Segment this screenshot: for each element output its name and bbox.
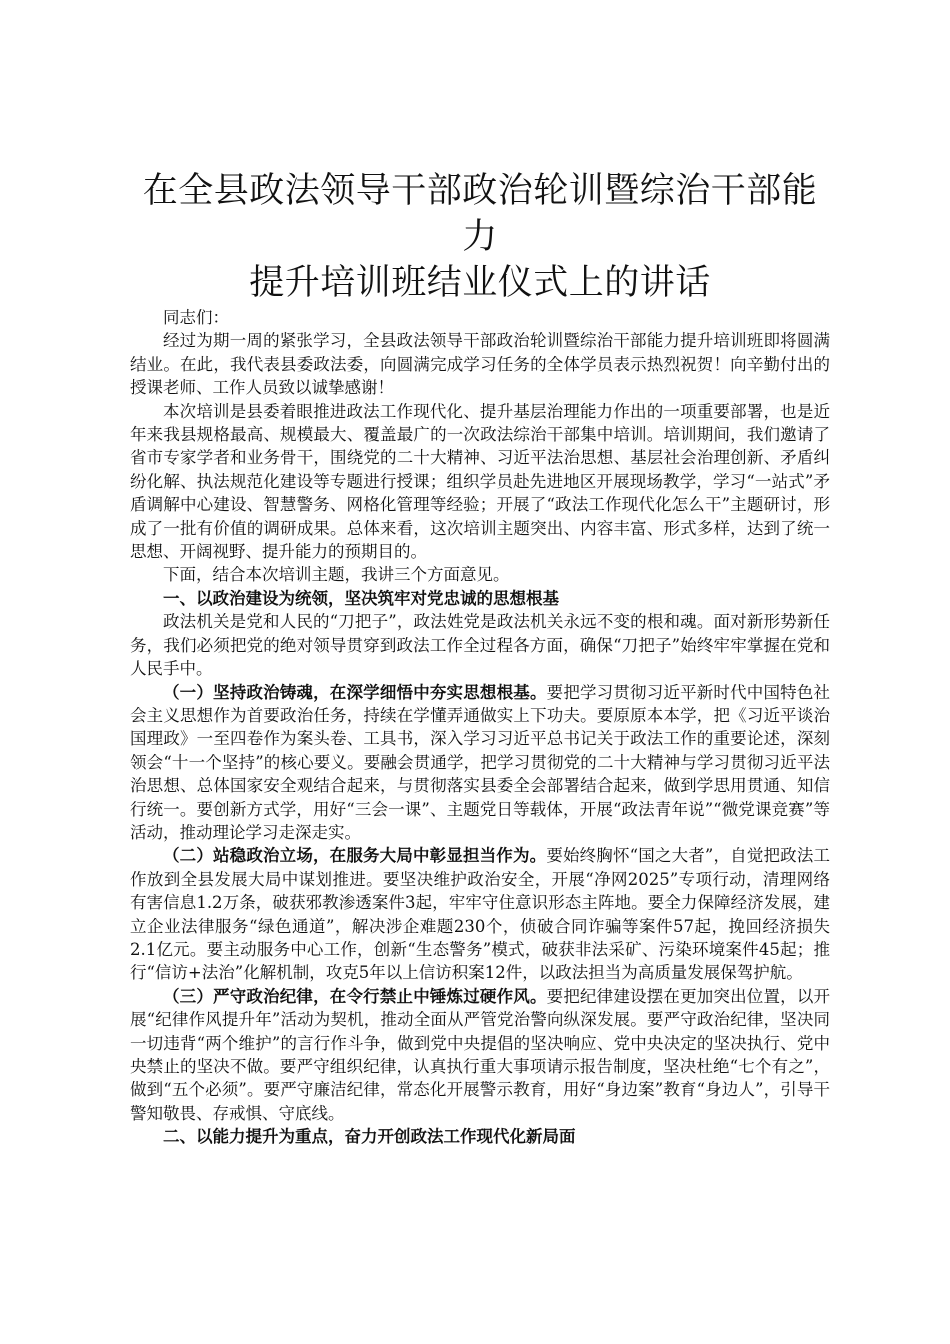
- point-2-text: 要始终胸怀“国之大者”，自觉把政法工作放到全县发展大局中谋划推进。要坚决维护政治安全，开展“净网2025”专项行动，清理网络有害信息1.2万条，破获邪教渗透案件3起，牢牢守住意识形态主阵地。要全力保障经济发展，建立企业法律服务“绿色通道”，解决涉企难题230个，侦破合同诈骗等案件57起，挽回经济损失2.1亿元。要主动服务中心工作，创新“生态警务”模式，破获非法采矿、污染环境案件45起；推行“信访+法治”化解机制，攻克5年以上信访积案12件，以政法担当为高质量发展保驾护航。: [130, 846, 830, 983]
- title-line-1: 在全县政法领导干部政治轮训暨综治干部能力: [142, 171, 818, 257]
- point-1-text: 要把学习贯彻习近平新时代中国特色社会主义思想作为首要政治任务，持续在学懂弄通做实上下功夫。要原原本本学，把《习近平谈治国理政》一至四卷作为案头卷、工具书，深入学习习近平总书记关于政法工作的重要论述，深刻领会“十一个坚持”的核心要义。要融会贯通学，把学习贯彻党的二十大精神与学习贯彻习近平法治思想、总体国家安全观结合起来，与贯彻落实县委全会部署结合起来，做到学思用贯通、知信行统一。要创新方式学，用好“三会一课”、主题党日等载体，开展“政法青年说”“微党课竞赛”等活动，推动理论学习走深走实。: [130, 682, 831, 842]
- point-3-text: 要把纪律建设摆在更加突出位置，以开展“纪律作风提升年”活动为契机，推动全面从严管党治警向纵深发展。要严守政治纪律，坚决同一切违背“两个维护”的言行作斗争，做到党中央提倡的坚决响应、党中央决定的坚决执行、党中央禁止的坚决不做。要严守组织纪律，认真执行重大事项请示报告制度，坚决杜绝“七个有之”，做到“五个必须”。要严守廉洁纪律，常态化开展警示教育，用好“身边案”教育“身边人”，引导干警知敬畏、存戒惧、守底线。: [130, 986, 831, 1123]
- paragraph-section-1-intro: 政法机关是党和人民的“刀把子”，政法姓党是政法机关永远不变的根和魂。面对新形势新任务，我们必须把党的绝对领导贯穿到政法工作全过程各方面，确保“刀把子”始终牢牢掌握在党和人民手中。: [130, 612, 830, 679]
- document-body: [130, 306, 830, 1149]
- paragraph-point-2: [130, 844, 830, 984]
- paragraph-intro: 经过为期一周的紧张学习，全县政法领导干部政治轮训暨综治干部能力提升培训班即将圆满结业。在此，我代表县委政法委，向圆满完成学习任务的全体学员表示热烈祝贺！向辛勤付出的授课老师、工作人员致以诚挚感谢！: [130, 331, 830, 398]
- point-3-lead: （三）严守政治纪律，在令行禁止中锤炼过硬作风。: [163, 986, 547, 1006]
- point-2-lead: （二）站稳政治立场，在服务大局中彰显担当作为。: [163, 846, 547, 866]
- title-line-2: 提升培训班结业仪式上的讲话: [249, 263, 711, 303]
- paragraph-transition: 下面，结合本次培训主题，我讲三个方面意见。: [163, 565, 510, 585]
- document-page: [130, 168, 830, 1149]
- point-1-lead: （一）坚持政治铸魂，在深学细悟中夯实思想根基。: [163, 682, 547, 702]
- salutation: 同志们：: [163, 308, 229, 327]
- paragraph-point-1: [130, 681, 830, 845]
- document-title: [130, 168, 830, 306]
- section-heading-2: 二、以能力提升为重点，奋力开创政法工作现代化新局面: [163, 1127, 576, 1147]
- paragraph-point-3: [130, 985, 830, 1125]
- paragraph-training-overview: 本次培训是县委着眼推进政法工作现代化、提升基层治理能力作出的一项重要部署，也是近年来我县规格最高、规模最大、覆盖最广的一次政法综治干部集中培训。培训期间，我们邀请了省市专家学者和业务骨干，围绕党的二十大精神、习近平法治思想、基层社会治理创新、矛盾纠纷化解、执法规范化建设等专题进行授课；组织学员赴先进地区开展现场教学，学习“一站式”矛盾调解中心建设、智慧警务、网格化管理等经验；开展了“政法工作现代化怎么干”主题研讨，形成了一批有价值的调研成果。总体来看，这次培训主题突出、内容丰富、形式多样，达到了统一思想、开阔视野、提升能力的预期目的。: [130, 401, 830, 562]
- section-heading-1: 一、以政治建设为统领，坚决筑牢对党忠诚的思想根基: [163, 588, 559, 608]
